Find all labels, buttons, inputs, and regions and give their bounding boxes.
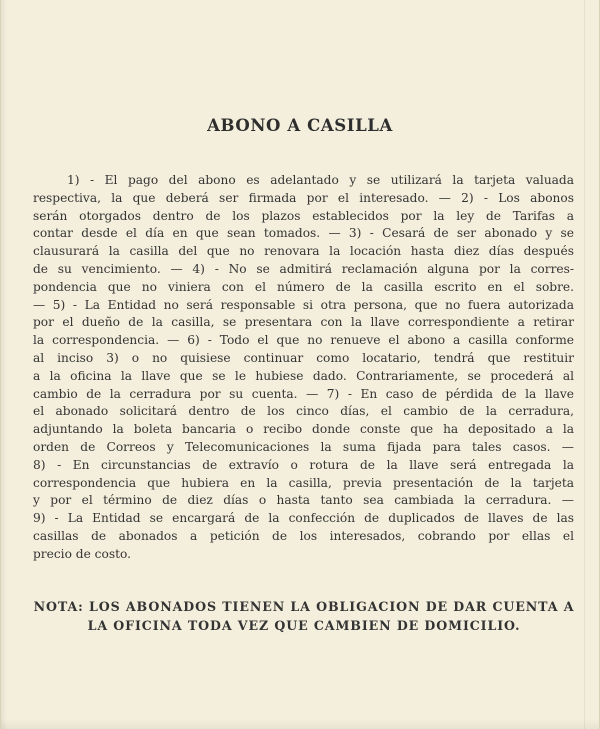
body-line: serán otorgados dentro de los plazos establecidos por la ley de Tarifas a	[33, 208, 574, 223]
body-line: contar desde el día en que sean tomados. — 3) - Cesará de ser abonado y se	[33, 226, 574, 241]
body-line: a la oficina la llave que se le hubiese dado. Contrariamente, se procederá al	[33, 368, 574, 383]
body-line: orden de Correos y Telecomunicaciones la suma fijada para tales casos. —	[33, 439, 574, 454]
body-line: clausurará la casilla del que no renovara la locación hasta diez días después	[33, 244, 574, 259]
body-line: correspondencia que hubiera en la casilla, previa presentación de la tarjeta	[33, 475, 574, 490]
page-edge-shadow	[584, 0, 585, 729]
regulations-paragraph	[33, 172, 574, 564]
note-block	[31, 598, 577, 635]
body-line: al inciso 3) o no quisiese continuar como locatario, tendrá que restituir	[33, 350, 574, 365]
note-line: NOTA: LOS ABONADOS TIENEN LA OBLIGACION DE DAR CUENTA A	[33, 599, 575, 614]
body-line: el abonado solicitará dentro de los cinco días, el cambio de la cerradura,	[33, 404, 574, 419]
body-line: pondencia que no viniera con el número de la casilla escrito en el sobre.	[33, 279, 574, 294]
note-line: LA OFICINA TODA VEZ QUE CAMBIEN DE DOMICILIO.	[87, 617, 521, 633]
body-line: — 5) - La Entidad no será responsable si otra persona, que no fuera autorizada	[33, 297, 574, 312]
body-line: 1) - El pago del abono es adelantado y se utilizará la tarjeta valuada	[67, 173, 574, 187]
body-line: de su vencimiento. — 4) - No se admitirá reclamación alguna por la corres-	[33, 261, 574, 276]
body-line: por el dueño de la casilla, se presentara con la llave correspondiente a retirar	[33, 315, 574, 330]
body-line: adjuntando la boleta bancaria o recibo donde conste que ha depositado a la	[33, 422, 574, 437]
body-line: cambio de la cerradura por su cuenta. — 7) - En caso de pérdida de la llave	[33, 386, 574, 401]
body-line: y por el término de diez días o hasta tanto sea cambiada la cerradura. —	[33, 493, 574, 508]
body-line: la correspondencia. — 6) - Todo el que no renueve el abono a casilla conforme	[33, 333, 574, 348]
body-line: 8) - En circunstancias de extravío o rotura de la llave será entregada la	[33, 457, 574, 472]
body-line: respectiva, la que deberá ser firmada por el interesado. — 2) - Los abonos	[33, 190, 574, 205]
body-line: 9) - La Entidad se encargará de la confección de duplicados de llaves de las	[33, 511, 574, 526]
body-line: precio de costo.	[33, 546, 131, 561]
document-title: ABONO A CASILLA	[207, 116, 393, 135]
body-line: casillas de abonados a petición de los interesados, cobrando por ellas el	[33, 528, 574, 543]
